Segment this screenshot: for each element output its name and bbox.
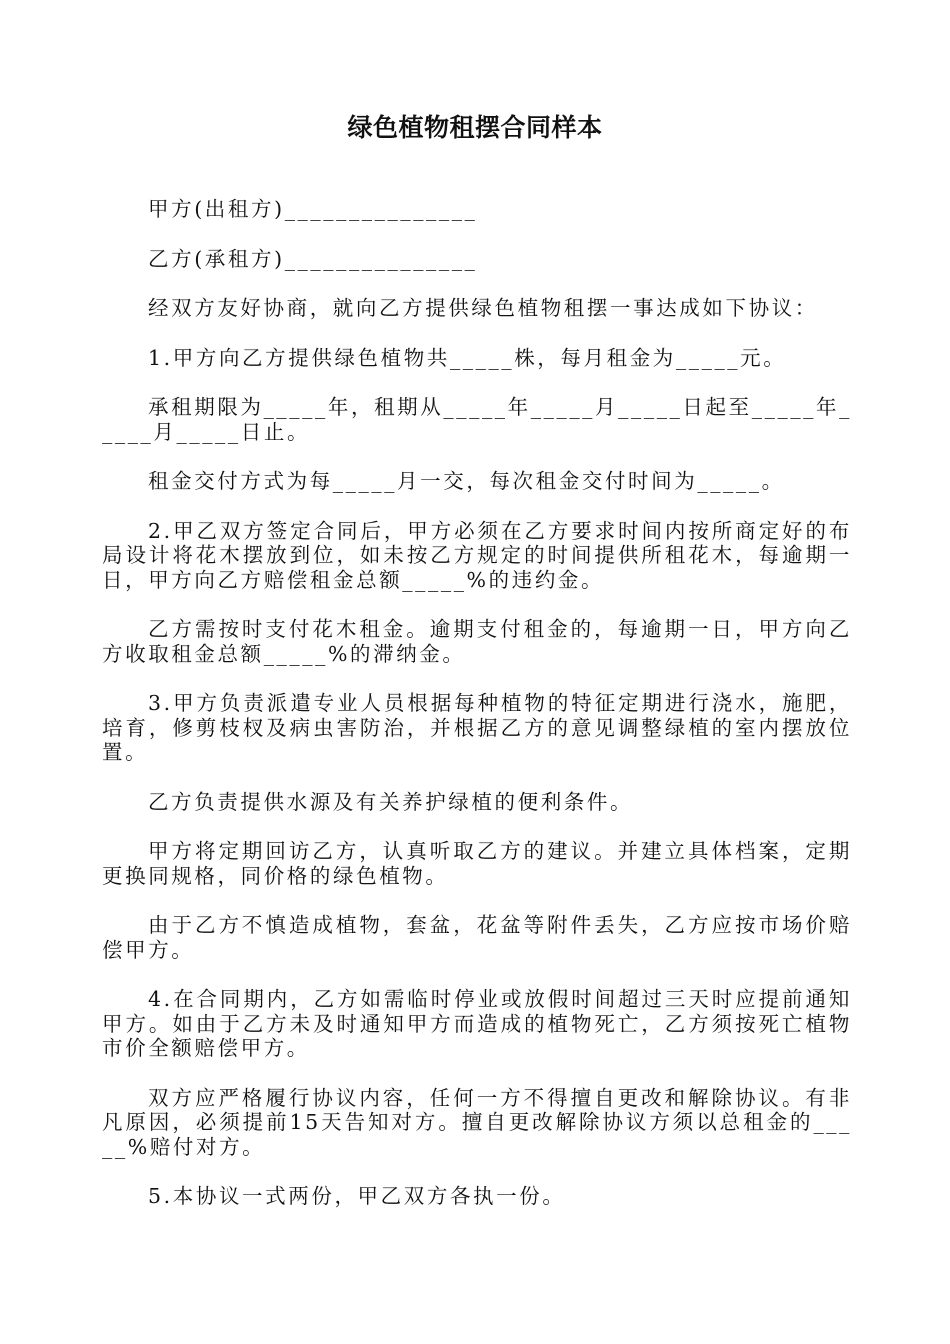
clause-1-payment-method: 租金交付方式为每_____月一交，每次租金交付时间为_____。 (148, 469, 785, 493)
clause-3-loss-compensation: 由于乙方不慎造成植物，套盆，花盆等附件丢失，乙方应按市场价赔偿甲方。 (102, 913, 852, 962)
clause-4-closure-notice: 4.在合同期内，乙方如需临时停业或放假时间超过三天时应提前通知甲方。如由于乙方未及时通知甲方而造成的植物死亡，乙方须按死亡植物市价全额赔偿甲方。 (102, 987, 852, 1060)
clause-1-lease-term: 承租期限为_____年，租期从_____年_____月_____日起至_____年_____月_____日止。 (102, 395, 852, 444)
clause-3-maintenance: 3.甲方负责派遣专业人员根据每种植物的特征定期进行浇水，施肥，培育，修剪枝杈及病虫害防治，并根据乙方的意见调整绿植的室内摆放位置。 (102, 691, 852, 764)
party-a-line: 甲方(出租方)_______________ (148, 197, 478, 221)
party-b-line: 乙方(承租方)_______________ (148, 246, 478, 271)
clause-1-quantity-rent: 1.甲方向乙方提供绿色植物共_____株，每月租金为_____元。 (148, 345, 787, 370)
clause-2-late-payment: 乙方需按时支付花木租金。逾期支付租金的，每逾期一日，甲方向乙方收取租金总额_____%的滞纳金。 (102, 617, 852, 666)
clause-4-breach: 双方应严格履行协议内容，任何一方不得擅自更改和解除协议。有非凡原因，必须提前15天告知对方。擅自更改解除协议方须以总租金的_____%赔付对方。 (102, 1085, 852, 1159)
agreement-intro: 经双方友好协商，就向乙方提供绿色植物租摆一事达成如下协议： (148, 296, 818, 320)
clause-3-water-supply: 乙方负责提供水源及有关养护绿植的便利条件。 (148, 789, 634, 814)
clause-5-copies: 5.本协议一式两份，甲乙双方各执一份。 (148, 1184, 566, 1208)
document-body (102, 197, 852, 1209)
clause-2-delivery: 2.甲乙双方签定合同后，甲方必须在乙方要求时间内按所商定好的布局设计将花木摆放到位，如未按乙方规定的时间提供所租花木，每逾期一日，甲方向乙方赔偿租金总额_____%的违约金。 (102, 518, 852, 592)
clause-3-follow-up: 甲方将定期回访乙方，认真听取乙方的建议。并建立具体档案，定期更换同规格，同价格的绿色植物。 (102, 839, 852, 888)
document-title: 绿色植物租摆合同样本 (347, 113, 603, 142)
